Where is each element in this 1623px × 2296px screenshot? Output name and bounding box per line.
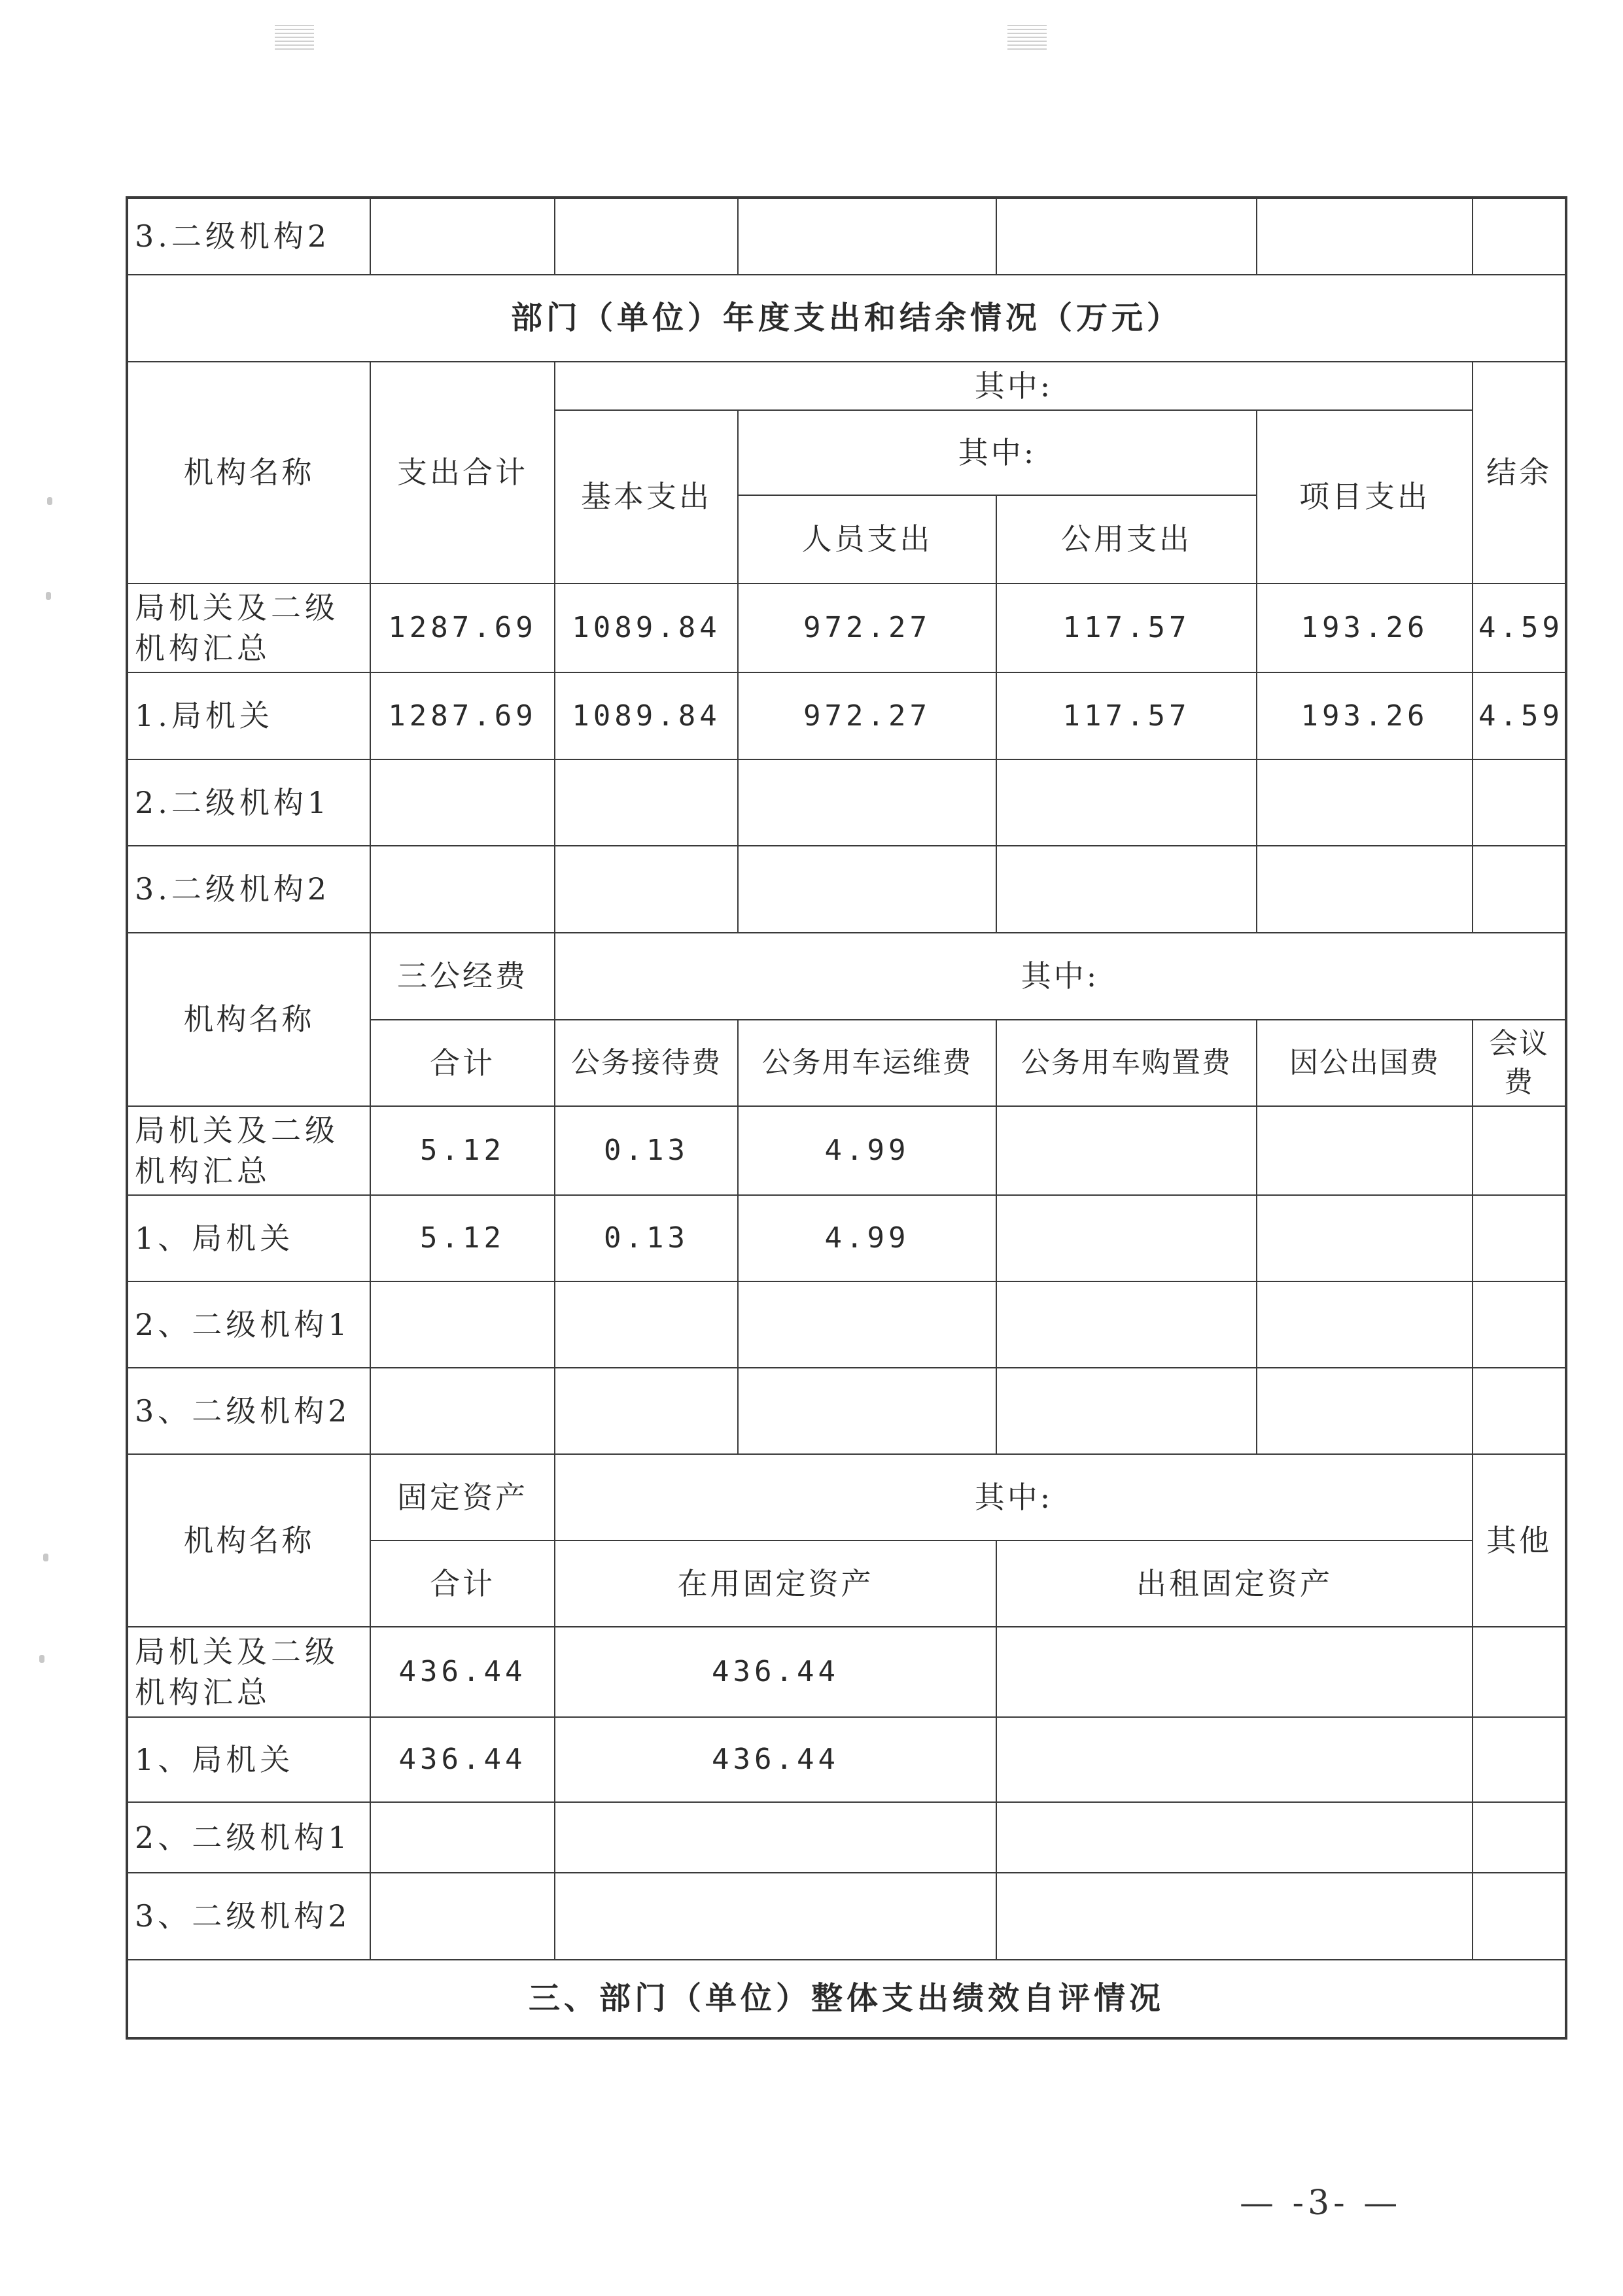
row-name: 3、二级机构2 [127, 1873, 370, 1960]
abroad-cell [1257, 1195, 1473, 1281]
row-name: 3.二级机构2 [127, 198, 370, 275]
col-header-meeting: 会议费 [1473, 1020, 1566, 1106]
total-cell: 5.12 [370, 1195, 555, 1281]
public-cell: 117.57 [996, 583, 1257, 672]
section-heading: 三、部门（单位）整体支出绩效自评情况 [127, 1960, 1566, 2038]
in-use-cell: 436.44 [555, 1627, 996, 1717]
row-name: 3、二级机构2 [127, 1368, 370, 1454]
table-row [127, 1802, 1566, 1873]
empty-cell [555, 198, 738, 275]
total-cell [370, 1802, 555, 1873]
table-row [127, 1281, 1566, 1368]
col-header-car-maint: 公务用车运维费 [738, 1020, 996, 1106]
col-header-abroad: 因公出国费 [1257, 1020, 1473, 1106]
col-header-basic: 基本支出 [555, 410, 738, 583]
balance-cell [1473, 759, 1566, 846]
other-cell [1473, 1802, 1566, 1873]
meeting-cell [1473, 1281, 1566, 1368]
empty-cell [996, 198, 1257, 275]
personnel-cell [738, 759, 996, 846]
form-table [126, 196, 1567, 2040]
total-cell: 1287.69 [370, 583, 555, 672]
t2-header-row [127, 933, 1566, 1020]
table-row [127, 1368, 1566, 1454]
total-cell [370, 1281, 555, 1368]
balance-cell [1473, 846, 1566, 933]
leased-cell [996, 1873, 1473, 1960]
reception-cell: 0.13 [555, 1195, 738, 1281]
empty-cell [370, 198, 555, 275]
col-header-public: 公用支出 [996, 495, 1257, 583]
col-header-project: 项目支出 [1257, 410, 1473, 583]
row-name: 局机关及二级机构汇总 [127, 1627, 370, 1717]
col-header-of-which: 其中: [555, 1454, 1473, 1540]
reception-cell: 0.13 [555, 1106, 738, 1195]
col-header-name: 机构名称 [127, 933, 370, 1106]
personnel-cell: 972.27 [738, 583, 996, 672]
scan-speck [47, 497, 52, 505]
row-name: 1、局机关 [127, 1717, 370, 1802]
basic-cell [555, 846, 738, 933]
total-cell: 436.44 [370, 1627, 555, 1717]
total-cell [370, 759, 555, 846]
col-header-in-use: 在用固定资产 [555, 1540, 996, 1627]
car-purchase-cell [996, 1195, 1257, 1281]
personnel-cell: 972.27 [738, 672, 996, 759]
table-row [127, 1195, 1566, 1281]
abroad-cell [1257, 1106, 1473, 1195]
car-purchase-cell [996, 1281, 1257, 1368]
row-name: 2.二级机构1 [127, 759, 370, 846]
scan-speck [46, 592, 51, 600]
col-header-car-purchase: 公务用车购置费 [996, 1020, 1257, 1106]
basic-cell: 1089.84 [555, 672, 738, 759]
row-name: 2、二级机构1 [127, 1802, 370, 1873]
col-header-reception: 公务接待费 [555, 1020, 738, 1106]
balance-cell: 4.59 [1473, 583, 1566, 672]
col-header-of-which: 其中: [555, 362, 1473, 410]
empty-cell [1473, 198, 1566, 275]
meeting-cell [1473, 1368, 1566, 1454]
table-row [127, 672, 1566, 759]
empty-cell [1257, 198, 1473, 275]
other-cell [1473, 1627, 1566, 1717]
empty-cell [738, 198, 996, 275]
reception-cell [555, 1368, 738, 1454]
car-purchase-cell [996, 1368, 1257, 1454]
project-cell: 193.26 [1257, 672, 1473, 759]
table-row [127, 1717, 1566, 1802]
row-name: 局机关及二级机构汇总 [127, 1106, 370, 1195]
reception-cell [555, 1281, 738, 1368]
car-maint-cell [738, 1368, 996, 1454]
public-cell [996, 846, 1257, 933]
table-row [127, 1627, 1566, 1717]
row-name: 3.二级机构2 [127, 846, 370, 933]
public-cell: 117.57 [996, 672, 1257, 759]
col-header-name: 机构名称 [127, 1454, 370, 1627]
leased-cell [996, 1802, 1473, 1873]
in-use-cell: 436.44 [555, 1717, 996, 1802]
col-header-name: 机构名称 [127, 362, 370, 583]
budget-expenditure-form [126, 196, 1565, 2033]
t3-header-row [127, 1454, 1566, 1540]
total-cell: 436.44 [370, 1717, 555, 1802]
in-use-cell [555, 1802, 996, 1873]
col-header-of-which: 其中: [555, 933, 1566, 1020]
other-cell [1473, 1873, 1566, 1960]
total-cell: 1287.69 [370, 672, 555, 759]
table-row [127, 583, 1566, 672]
row-name: 1、局机关 [127, 1195, 370, 1281]
table-row [127, 846, 1566, 933]
table-title: 部门（单位）年度支出和结余情况（万元） [127, 275, 1566, 362]
basic-cell [555, 759, 738, 846]
total-cell [370, 1368, 555, 1454]
balance-cell: 4.59 [1473, 672, 1566, 759]
scan-speck [39, 1655, 44, 1663]
section-heading-row [127, 1960, 1566, 2038]
basic-cell: 1089.84 [555, 583, 738, 672]
row-name: 局机关及二级机构汇总 [127, 583, 370, 672]
prev-table-row [127, 198, 1566, 275]
col-header-total-line1: 固定资产 [370, 1454, 555, 1540]
abroad-cell [1257, 1281, 1473, 1368]
table-row [127, 1873, 1566, 1960]
in-use-cell [555, 1873, 996, 1960]
car-maint-cell [738, 1281, 996, 1368]
total-cell [370, 846, 555, 933]
project-cell [1257, 759, 1473, 846]
meeting-cell [1473, 1106, 1566, 1195]
table-row [127, 759, 1566, 846]
table-row [127, 1106, 1566, 1195]
scan-artifact-right [1007, 25, 1047, 51]
car-maint-cell: 4.99 [738, 1195, 996, 1281]
abroad-cell [1257, 1368, 1473, 1454]
project-cell: 193.26 [1257, 583, 1473, 672]
scan-speck [43, 1554, 48, 1561]
col-header-total-line2: 合计 [370, 1020, 555, 1106]
meeting-cell [1473, 1195, 1566, 1281]
col-header-total-line1: 三公经费 [370, 933, 555, 1020]
col-header-total-line2: 合计 [370, 1540, 555, 1627]
row-name: 2、二级机构1 [127, 1281, 370, 1368]
col-header-of-which-2: 其中: [738, 410, 1257, 495]
other-cell [1473, 1717, 1566, 1802]
leased-cell [996, 1717, 1473, 1802]
col-header-total: 支出合计 [370, 362, 555, 583]
total-cell: 5.12 [370, 1106, 555, 1195]
page-number: — -3- — [1240, 2183, 1402, 2223]
t1-title-row [127, 275, 1566, 362]
total-cell [370, 1873, 555, 1960]
col-header-personnel: 人员支出 [738, 495, 996, 583]
car-purchase-cell [996, 1106, 1257, 1195]
scan-artifact-left [275, 25, 314, 51]
car-maint-cell: 4.99 [738, 1106, 996, 1195]
personnel-cell [738, 846, 996, 933]
col-header-leased: 出租固定资产 [996, 1540, 1473, 1627]
public-cell [996, 759, 1257, 846]
t1-header-row [127, 362, 1566, 410]
row-name: 1.局机关 [127, 672, 370, 759]
project-cell [1257, 846, 1473, 933]
leased-cell [996, 1627, 1473, 1717]
col-header-balance: 结余 [1473, 362, 1566, 583]
col-header-other: 其他 [1473, 1454, 1566, 1627]
